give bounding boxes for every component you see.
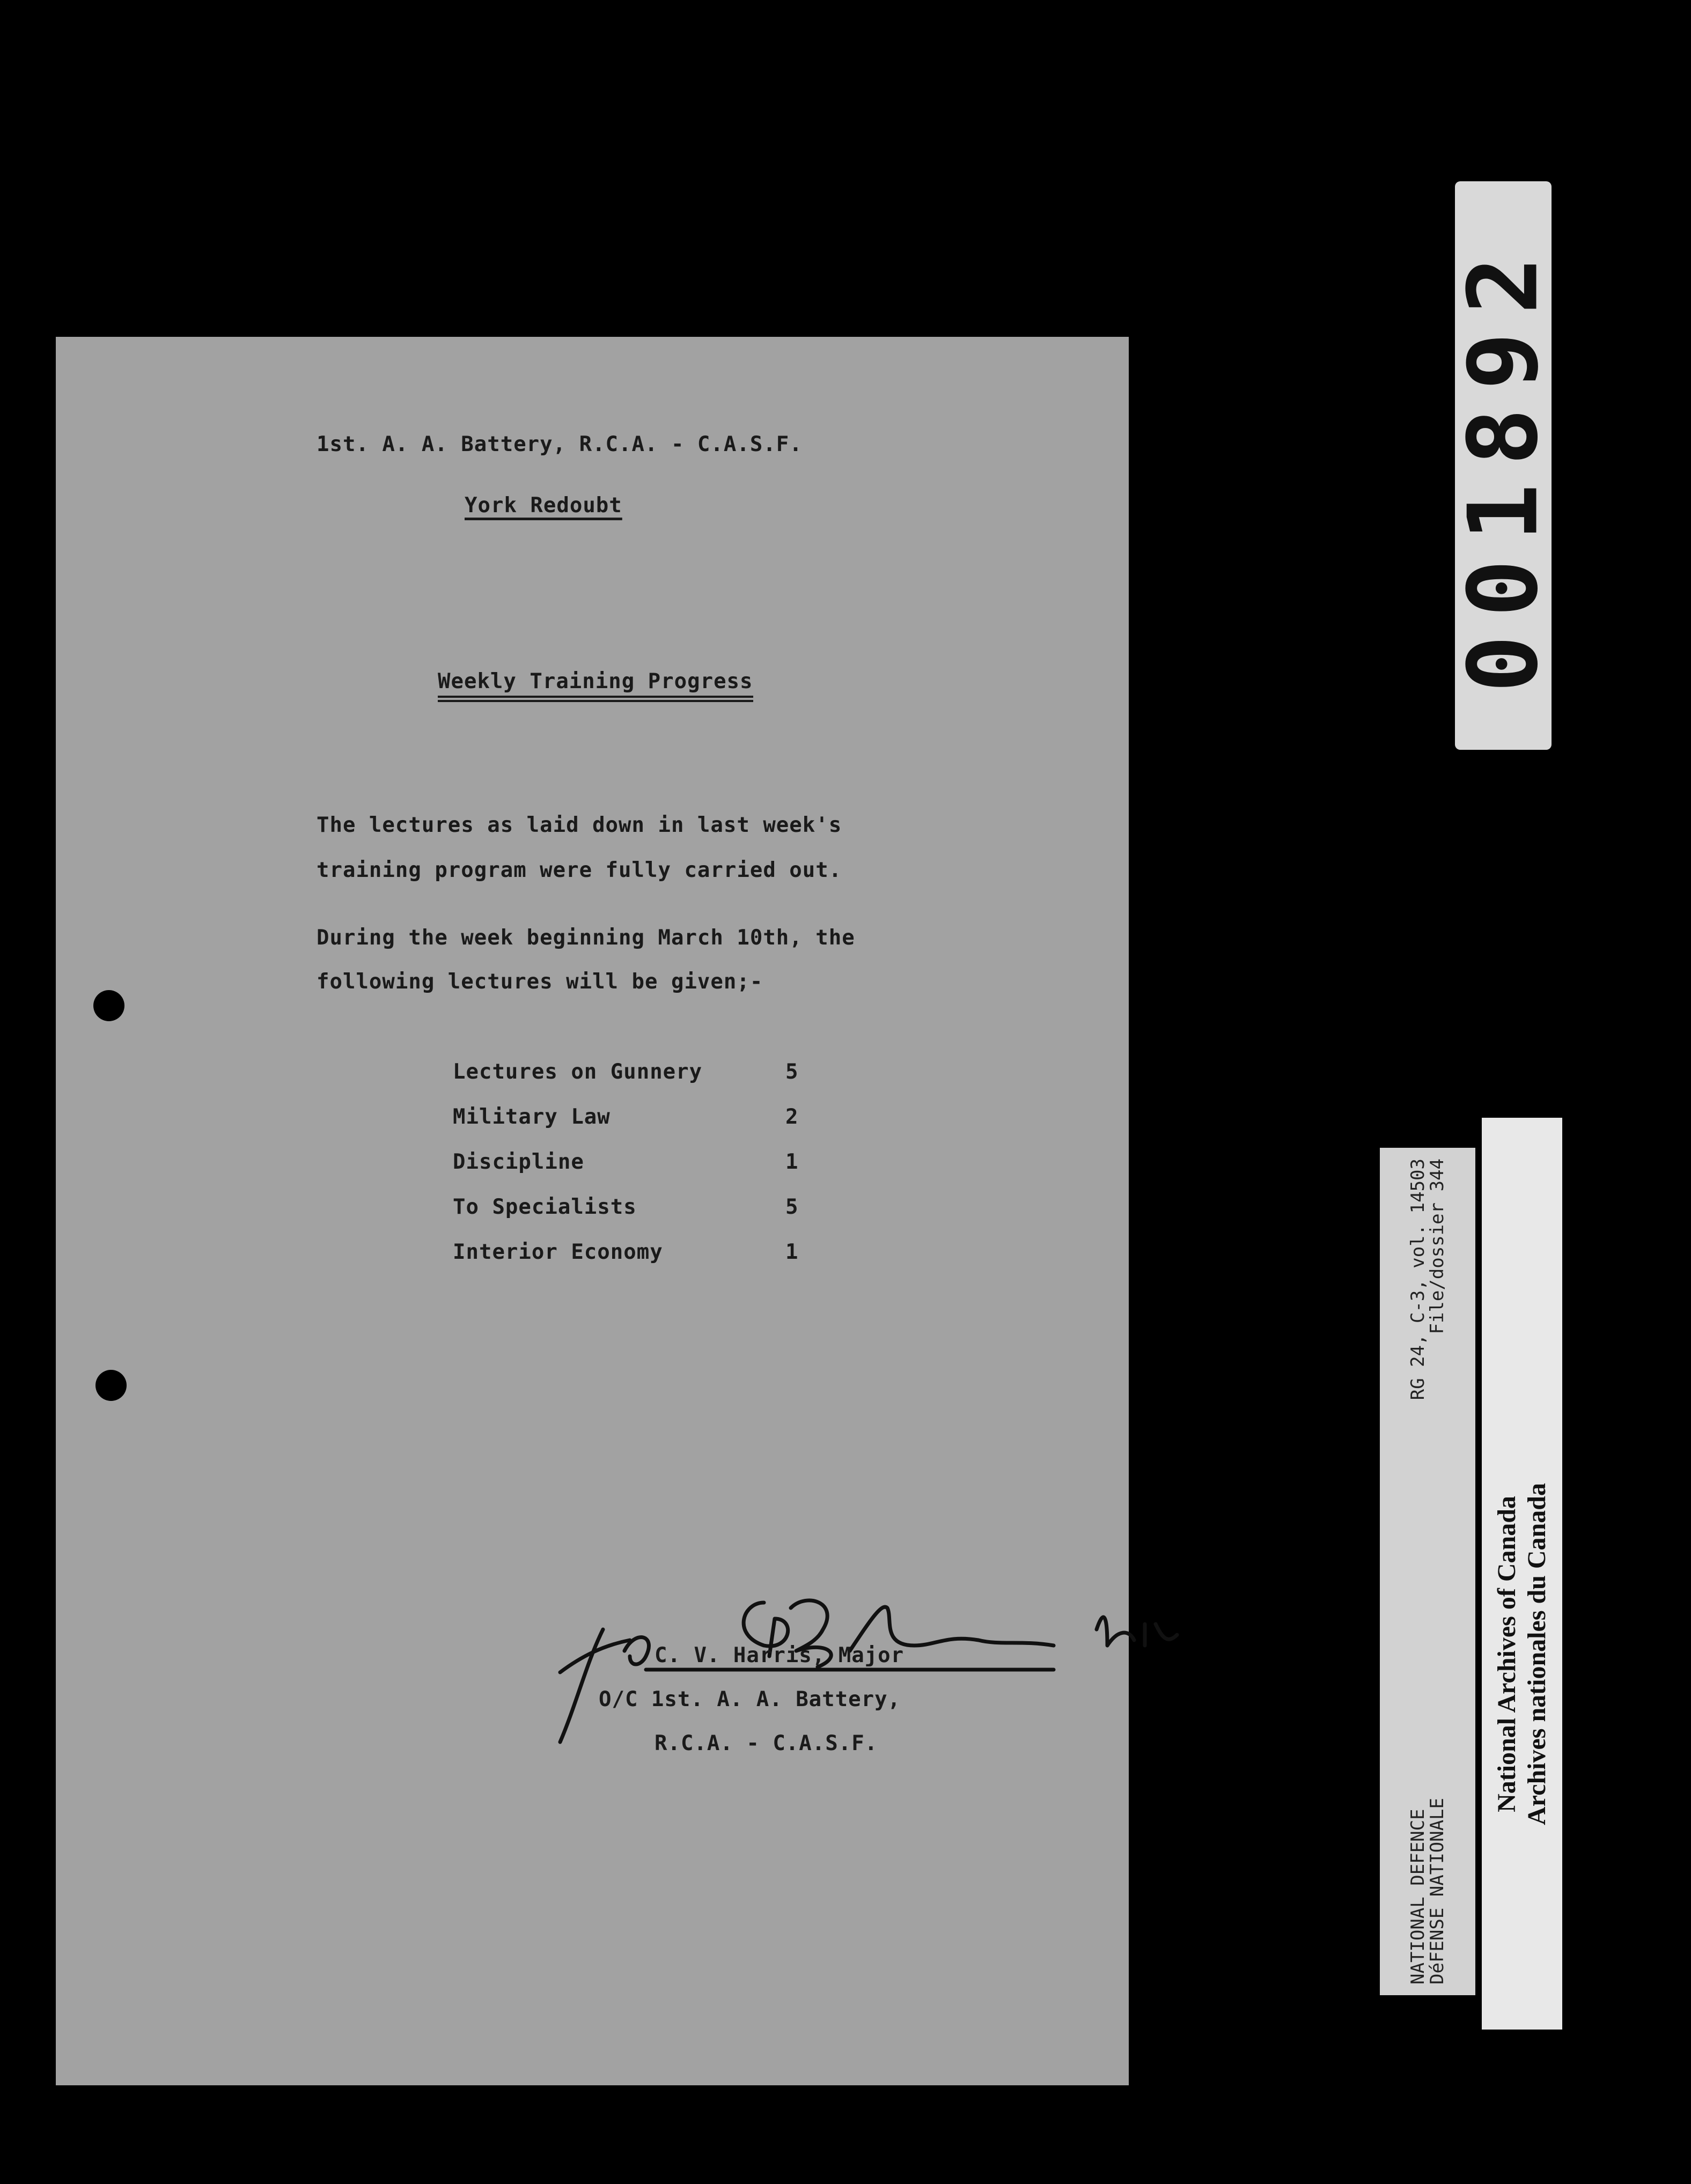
lecture-name: Military Law	[453, 1105, 611, 1129]
institution-name-en: National Archives of Canada	[1493, 1496, 1521, 1812]
paragraph-2-line-1: During the week beginning March 10th, the	[317, 926, 855, 950]
document-page	[56, 337, 1129, 2085]
handwritten-signature	[539, 1570, 1193, 1796]
punch-hole	[93, 990, 124, 1021]
frame-number: 001892	[1447, 238, 1559, 693]
lecture-name: Lectures on Gunnery	[453, 1060, 703, 1084]
document-title: Weekly Training Progress	[438, 669, 753, 702]
frame-number-strip	[1447, 181, 1559, 750]
lecture-name: To Specialists	[453, 1195, 637, 1219]
signature-title-line: O/C 1st. A. A. Battery,	[599, 1687, 901, 1711]
lecture-row	[453, 1240, 882, 1272]
paragraph-1-line-2: training program were fully carried out.	[317, 858, 842, 882]
lecture-row	[453, 1150, 882, 1182]
reference-line-2-left: DéFENSE NATIONALE	[1427, 1798, 1448, 1984]
lecture-count: 2	[785, 1105, 799, 1129]
archive-institution-label	[1482, 1118, 1562, 2030]
institution-name-fr: Archives nationales du Canada	[1523, 1483, 1551, 1825]
lecture-row	[453, 1105, 882, 1137]
location-heading: York Redoubt	[465, 493, 622, 518]
lecture-row	[453, 1195, 882, 1227]
paragraph-2-line-2: following lectures will be given;-	[317, 970, 763, 994]
punch-hole	[95, 1370, 127, 1401]
archive-reference-label	[1380, 1148, 1475, 1995]
lecture-count: 5	[785, 1060, 799, 1084]
lecture-count: 5	[785, 1195, 799, 1219]
lecture-count: 1	[785, 1150, 799, 1174]
lecture-name: Interior Economy	[453, 1240, 663, 1264]
lecture-name: Discipline	[453, 1150, 584, 1174]
signature-name-line: C. V. Harris, Major	[655, 1643, 905, 1667]
lecture-row	[453, 1060, 882, 1092]
lecture-count: 1	[785, 1240, 799, 1264]
reference-line-2-right: File/dossier 344	[1427, 1159, 1448, 1334]
unit-header: 1st. A. A. Battery, R.C.A. - C.A.S.F.	[317, 432, 803, 456]
reference-line-1-right: RG 24, C-3, vol. 14503	[1407, 1159, 1429, 1400]
reference-line-1-left: NATIONAL DEFENCE	[1407, 1809, 1429, 1984]
paragraph-1-line-1: The lectures as laid down in last week's	[317, 813, 842, 837]
signature-unit-line: R.C.A. - C.A.S.F.	[655, 1731, 878, 1755]
